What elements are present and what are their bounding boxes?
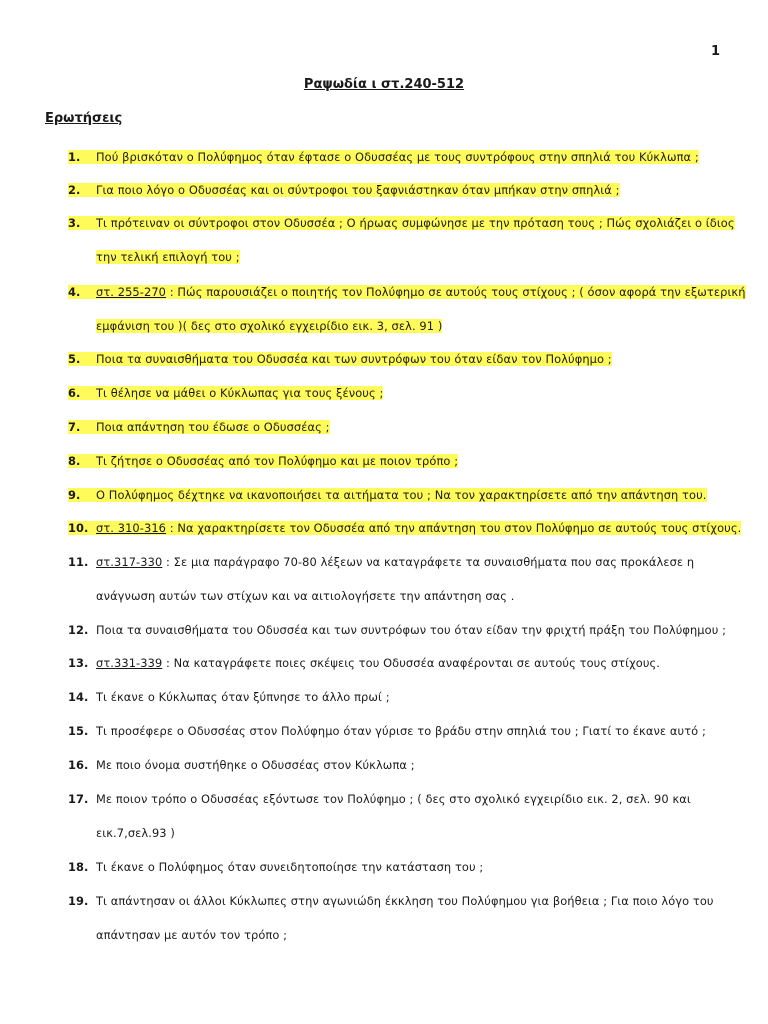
question-number: 10. (68, 521, 89, 535)
question-text: Τι ζήτησε ο Οδυσσέας από τον Πολύφημο και με ποιον τρόπο ; (96, 454, 459, 468)
question-item (68, 646, 723, 680)
question-number: 14. (68, 690, 89, 704)
question-item (68, 275, 746, 343)
question-number: 2. (68, 183, 81, 197)
question-text: Ποια τα συναισθήματα του Οδυσσέα και των συντρόφων του όταν είδαν την φριχτή πράξη του Πολύφημου ; (96, 623, 727, 637)
question-continuation: ανάγνωση αυτών των στίχων και να αιτιολογήσετε την απάντηση σας . (96, 589, 515, 603)
question-item (68, 748, 723, 782)
question-text: Για ποιο λόγο ο Οδυσσέας και οι σύντροφοι του ξαφνιάστηκαν όταν μπήκαν στην σπηλιά ; (96, 183, 620, 197)
question-text: Με ποιον τρόπο ο Οδυσσέας εξόντωσε τον Πολύφημο ; ( δες στο σχολικό εγχειρίδιο εικ. 2, σελ. 90 και (96, 792, 691, 806)
page-number: 1 (710, 44, 720, 59)
question-text: Τι θέλησε να μάθει ο Κύκλωπας για τους ξένους ; (96, 386, 384, 400)
question-text: Ο Πολύφημος δέχτηκε να ικανοποιήσει τα αιτήματα του ; Να τον χαρακτηρίσετε από την απάντηση του. (96, 488, 707, 502)
question-number: 12. (68, 623, 89, 637)
question-item (68, 140, 723, 174)
question-item (68, 410, 723, 444)
question-text: Με ποιο όνομα συστήθηκε ο Οδυσσέας στον Κύκλωπα ; (96, 758, 415, 772)
question-number: 9. (68, 488, 81, 502)
question-continuation: την τελική επιλογή του ; (96, 250, 240, 264)
question-continuation: απάντησαν με αυτόν τον τρόπο ; (96, 928, 288, 942)
question-text: : Να καταγράφετε ποιες σκέψεις του Οδυσσέα αναφέρονται σε αυτούς τους στίχους. (162, 656, 661, 670)
question-number: 5. (68, 352, 81, 366)
question-text: Πού βρισκόταν ο Πολύφημος όταν έφτασε ο Οδυσσέας με τους συντρόφους στην σπηλιά του Κύκλωπα ; (96, 150, 699, 164)
question-text: Τι έκανε ο Πολύφημος όταν συνειδητοποίησε την κατάσταση του ; (96, 860, 484, 874)
question-number: 7. (68, 420, 81, 434)
question-text: Τι απάντησαν οι άλλοι Κύκλωπες στην αγωνιώδη έκκληση του Πολύφημου για βοήθεια ; Για ποιο λόγο του (96, 894, 714, 908)
document-title: Ραψωδία ι στ.240-512 (303, 77, 465, 92)
question-number: 15. (68, 724, 89, 738)
question-number: 16. (68, 758, 89, 772)
question-text: Τι πρότειναν οι σύντροφοι στον Οδυσσέα ; Ο ήρωας συμφώνησε με την πρόταση τους ; Πώς σχολιάζει ο ίδιος (96, 216, 735, 230)
question-item (68, 714, 723, 748)
question-item (68, 782, 723, 850)
question-text: : Να χαρακτηρίσετε τον Οδυσσέα από την απάντηση του στον Πολύφημο σε αυτούς τους στίχους. (166, 521, 742, 535)
question-item (68, 376, 723, 410)
question-item (68, 444, 723, 478)
question-number: 17. (68, 792, 89, 806)
question-text: Τι προσέφερε ο Οδυσσέας στον Πολύφημο όταν γύρισε το βράδυ στην σπηλιά του ; Γιατί το έκανε αυτό ; (96, 724, 706, 738)
question-item (68, 545, 723, 613)
question-number: 8. (68, 454, 81, 468)
section-heading: Ερωτήσεις (45, 111, 123, 126)
question-item (68, 680, 723, 714)
question-item (68, 478, 723, 512)
question-text: Ποια απάντηση του έδωσε ο Οδυσσέας ; (96, 420, 330, 434)
question-number: 3. (68, 216, 81, 230)
question-item (68, 206, 735, 274)
question-number: 18. (68, 860, 89, 874)
question-continuation: εικ.7,σελ.93 ) (96, 826, 175, 840)
question-text: Ποια τα συναισθήματα του Οδυσσέα και των συντρόφων του όταν είδαν τον Πολύφημο ; (96, 352, 612, 366)
question-item (68, 850, 723, 884)
question-continuation: εμφάνιση του )( δες στο σχολικό εγχειρίδιο εικ. 3, σελ. 91 ) (96, 319, 443, 333)
question-item (68, 342, 723, 376)
question-text: : Πώς παρουσιάζει ο ποιητής τον Πολύφημο σε αυτούς τους στίχους ; ( όσον αφορά την εξωτερική (166, 285, 746, 299)
question-number: 4. (68, 285, 81, 299)
verse-reference: στ. 310-316 (96, 521, 167, 535)
question-number: 19. (68, 894, 89, 908)
question-item (68, 884, 723, 952)
verse-reference: στ.317-330 (96, 555, 163, 569)
question-text: : Σε μια παράγραφο 70-80 λέξεων να καταγράφετε τα συναισθήματα που σας προκάλεσε η (162, 555, 695, 569)
question-item (68, 173, 723, 207)
question-number: 11. (68, 555, 89, 569)
question-item (68, 511, 742, 545)
verse-reference: στ.331-339 (96, 656, 163, 670)
question-number: 1. (68, 150, 81, 164)
verse-reference: στ. 255-270 (96, 285, 167, 299)
question-number: 6. (68, 386, 81, 400)
question-text: Τι έκανε ο Κύκλωπας όταν ξύπνησε το άλλο πρωί ; (96, 690, 390, 704)
question-item (68, 613, 727, 647)
question-number: 13. (68, 656, 89, 670)
